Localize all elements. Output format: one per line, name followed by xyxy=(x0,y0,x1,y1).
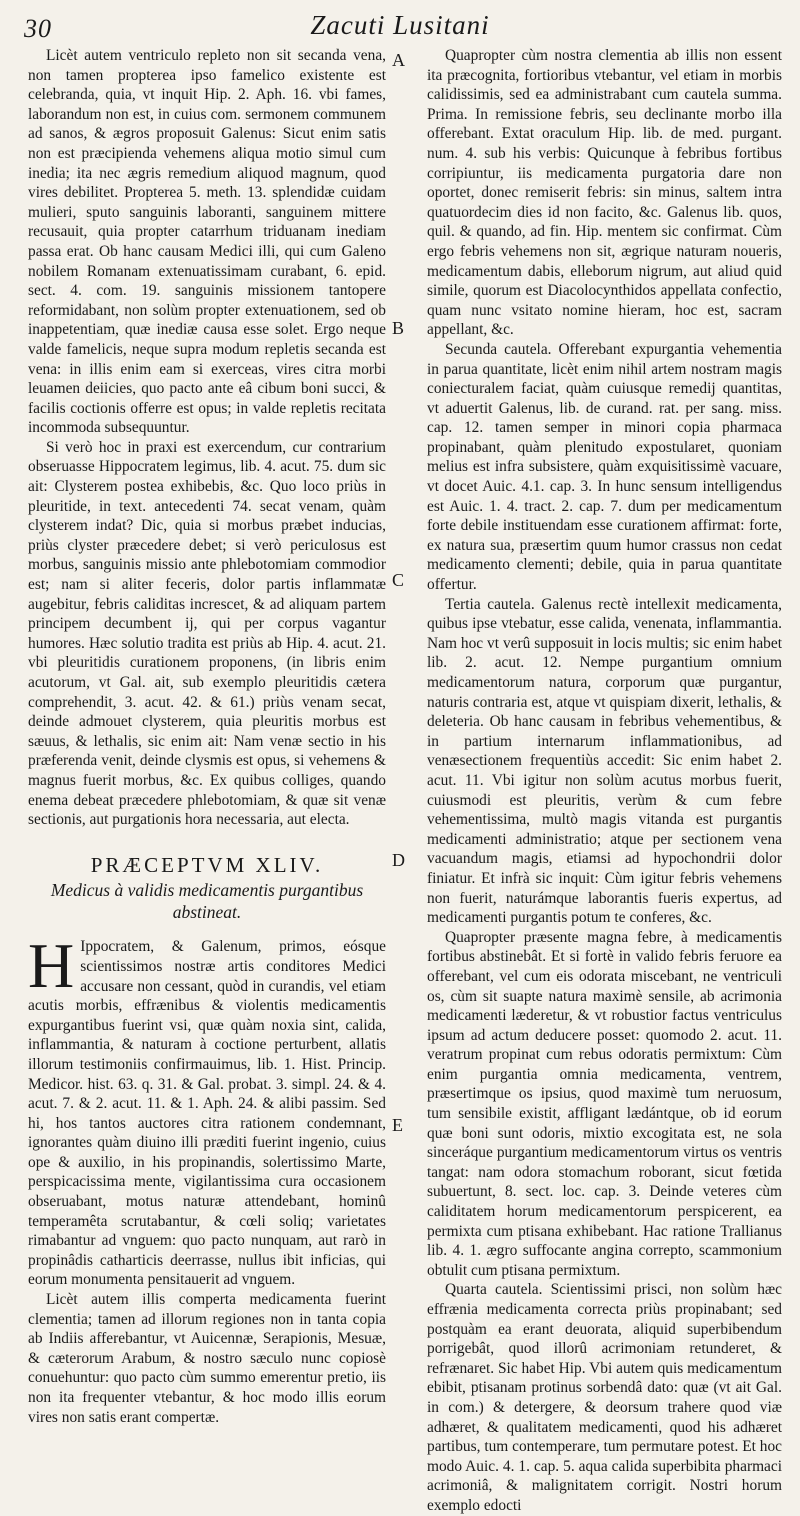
margin-letter-e: E xyxy=(392,1115,403,1135)
left-paragraph-1: Licèt autem ventriculo repleto non sit secanda vena, non tamen propterea ipso famelico existente est celebranda, quia, vt inquit Hip. 2. Aph. 16. vbi fames, laborandum non est, in cuius com. sermonem communem ad sanos, & ægros proposuit Galenus: Sicut enim satis non est præcipienda vehemens aliqua motio simul cum inedia; ita nec ægris remedium aliquod magnum, quod vires debilitet. Propterea 5. meth. 13. splendidæ cuidam mulieri, sputo sanguinis laboranti, sanguinem mittere recusauit, quia propter catarrhum triduanam inediam passa erat. Ob hanc causam Medici illi, qui cum Galeno nobilem Romanam extenuatissimam curabant, 6. epid. sect. 4. com. 19. sanguinis missionem tantopere reformidabant, non solùm propter extenuationem, sed ob inappetentiam, quæ inediæ causa esse solet. Ergo neque valde famelicis, neque supra modum repletis secanda est vena: in illis enim eam si exerceas, vires citra morbi leuamen deiicies, quo pacto ante eâ cibum boni succi, & facilis coctionis offerre est opus; in valde repletis recitata incommoda subsequuntur. xyxy=(28,47,386,437)
right-paragraph-1: Quapropter cùm nostra clementia ab illis non essent ita præcognita, fortioribus vtebantur, vel etiam in morbis calidissimis, sed ea administrabant cum cautela summa. Prima. In remissione febris, seu declinante morbo illa offerebant. Extat oraculum Hip. lib. de med. purgant. num. 4. sub his verbis: Quicunque à febribus fortibus corripiuntur, iis medicamenta purgatoria dare non oportet, donec remiserit febris: sin minus, saltem intra quatuordecim dies id non facito, &c. Galenus lib. quos, quil. & quando, ad fin. Hip. mentem sic confirmat. Cùm ergo febris vehemens non sit, ægrique naturam noueris, medicamentum dabis, elleborum nigrum, aut aliud quid simile, quorum est Diacolocynthidos appellata confectio, quam nunc vsitato nomine hieram, hoc est, sacram appellant, &c. xyxy=(427,47,782,339)
left-column xyxy=(28,46,386,1427)
section-heading: PRÆCEPTVM XLIV. xyxy=(90,852,324,877)
left-paragraph-3-text: Ippocratem, & Galenum, primos, eósque scientissimos nostræ artis conditores Medici accusare non cessant, quòd in curandis, vel etiam acutis morbis, effrænibus & violentis medicamentis expurgantibus fuerint vsi, quæ quàm noxia sint, calida, inflammantia, & naturam à coctione perturbent, allatis illorum testimoniis confirmauimus, lib. 1. Hist. Princip. Medicor. hist. 63. q. 31. & Gal. probat. 3. simpl. 24. & 4. acut. 7. & 2. acut. 11. & 1. Aph. 24. & alibi passim. Sed hi, hos tantos auctores citra rationem condemnant, ignorantes quàm diuino illi præditi fuerint ingenio, cuius ope & auxilio, in his propinandis, solertissimo Marte, perspicacissima mente, vigilantissima cura occasionem obseruabant, motus naturæ attendebant, hominû temperamêta scrutabantur, & cœli soliq; varietates rimabantur ad vnguem: quo pacto nunquam, aut rarò in propinâdis catharticis deerrasse, nullus ibit inficias, qui eorum monumenta pensitauerit ad vnguem. xyxy=(28,938,386,1289)
page-number: 30 xyxy=(24,14,52,43)
drop-cap: H xyxy=(28,930,75,1002)
left-paragraph-3 xyxy=(28,930,386,1290)
right-paragraph-3: Tertia cautela. Galenus rectè intellexit medicamenta, quibus ipse vtebatur, esse calida, venenata, inflammantia. Nam hoc vt verû supposuit in locis multis; sic enim habet lib. 2. acut. 12. Nempe purgantium omnium medicamentorum natura, corporum quæ purgantur, naturis contraria est, atque vt quispiam dixerit, lethalis, & deleteria. Ob hanc causam in febribus vehementibus, & in partium internarum inflammationibus, ad venæsectionem frequentiùs accedit: Sic enim habet 2. acut. 11. Vbi igitur non solùm acutus morbus fuerit, cuiusmodi est pleuritis, verùm & cum febre vehementissima, multò magis vitanda est purgantis medicamenti administratio; atque per sectionem vena vacuandum magis, etiamsi ad hypochondrii dolor finiatur. Et infrà sic inquit: Cùm igitur febris vehemens non fuerit, naturámque laborantis fueris expertus, ad medicamenti purgantis potum te conferes, &c. xyxy=(427,595,782,927)
right-paragraph-5: Quarta cautela. Scientissimi prisci, non solùm hæc effrænia medicamenta correcta priùs propinabant; sed postquàm ea erant deuorata, aliquid superbibendum porrigebât, quod illorû acrimoniam retunderet, & refrænaret. Sic habet Hip. Vbi autem quis medicamentum ebibit, ptisanam protinus sorbendâ dato: quæ (vt ait Gal. in com.) & detergere, & deorsum trahere quod viæ adhæret, & qualitatem medicamenti, quod his adhæret partibus, tum contemperare, tum permutare potest. Et hoc modo Auic. 4. 1. cap. 5. aqua calida superbibita pharmaci acrimoniâ, & malignitatem corrigit. Nostri horum exemplo edocti xyxy=(427,1281,782,1514)
right-paragraph-4: Quapropter præsente magna febre, à medicamentis fortibus abstinebât. Et si fortè in valido febris feruore ea offerebant, vel cum eis odorata miscebant, ne ventriculi os, cùm sit suapte natura maximè sensile, ab acrimonia medicamenti læderetur, & vt robustior factus ventriculus ipsum ad actum deducere posset: quomodo 2. acut. 11. veratrum propinat cum rebus odoratis permixtum: Cùm enim purgantia omnia medicamenta, ventrem, præsertimque os ipsius, quod maximè tum neruosum, tum sensibile existit, affligant lædántque, ob id eorum quæ boni sunt odoris, mixtio excogitata est, ne sola sinceráque purgantium medicamentorum virtus os ventris tangat: nam odora stomachum roborant, sicut fœtida subuertunt, 8. sect. loc. cap. 3. Deinde veteres cùm caliditatem horum medicamentorum perspicerent, ea permixta cum ptisana exhibebant. Hac ratione Trallianus lib. 4. 1. ægro suffocante angina correpto, scammonium obtulit cum ptisana permixtum. xyxy=(427,928,782,1279)
margin-letter-c: C xyxy=(392,570,405,590)
right-paragraph-2: Secunda cautela. Offerebant expurgantia vehementia in parua quantitate, licèt enim nihil artem nostram magis coniecturalem faciat, quàm cuiusque remedij quantitas, vt aduertit Galenus, lib. de curand. rat. per sang. miss. cap. 12. tamen semper in minori copia pharmaca propinabant, quàm plenitudo expostularet, quoniam melius est infra subsistere, quàm exquisitissimè vacuare, vt docet Auic. 4.1. cap. 3. In hunc sensum intelligendus est Auic. 1. 4. tract. 2. cap. 7. dum per medicamentum forte debile instituendam esse curationem affirmat: forte, ex natura sua, præsertim quum humor crassus non cedat medicamento clementi; debile, quia in parua quantitate offertur. xyxy=(427,340,782,594)
margin-letter-a: A xyxy=(392,50,405,70)
margin-letter-d: D xyxy=(392,850,405,870)
margin-letter-b: B xyxy=(392,318,405,338)
left-paragraph-2: Si verò hoc in praxi est exercendum, cur contrarium obseruasse Hippocratem legimus, lib. 4. acut. 75. dum sic ait: Clysterem postea exhibebis, &c. Quo loco priùs in pleuritide, in text. antecedenti 74. secat venam, quàm clysterem indat? Dic, quia si morbus præbet inducias, priùs clyster præcedere debet; si verò periculosus est morbus, sanguinis missio ante phlebotomiam commodior est; nam si aliter feceris, dolor partis inflammatæ augebitur, febris caliditas increscet, & ad aliquam partem principem decumbent ij, qui per corpus vagantur humores. Hæc solutio tradita est priùs ab Hip. 4. acut. 21. vbi pleuritidis curationem proponens, (in libris enim acutorum, vt Gal. ait, sub exemplo pleuritidis cætera comprehendit, 3. acut. 42. & 61.) priùs venam secat, deinde admouet clysterem, quia pleuritis morbus est sæuus, & lethalis, sic enim ait: Nam venæ sectio in his præferenda venit, deinde clysmis est opus, si vehemens & magnus fuerit morbus, &c. Ex quibus colliges, quando enema debeat præcedere phlebotomiam, & quæ sit venæ sectionis, aut purgationis hora necessaria, aut electa. xyxy=(28,438,386,829)
left-paragraph-4: Licèt autem illis comperta medicamenta fuerint clementia; tamen ad illorum regiones non in tanta copia ab Indiis afferebantur, vt Auicennæ, Serapionis, Mesuæ, & cæterorum Arabum, & nostro sæculo nunc copiosè conuehuntur: quo pacto cùm summo emerentur pretio, iis non ita frequenter vtebantur, & hoc modo illis eorum vires non satis erant compertæ. xyxy=(28,1291,386,1426)
right-column xyxy=(427,46,782,1516)
section-subtitle: Medicus à validis medicamentis purgantibus abstineat. xyxy=(50,880,364,923)
running-head: Zacuti Lusitani xyxy=(310,10,490,40)
